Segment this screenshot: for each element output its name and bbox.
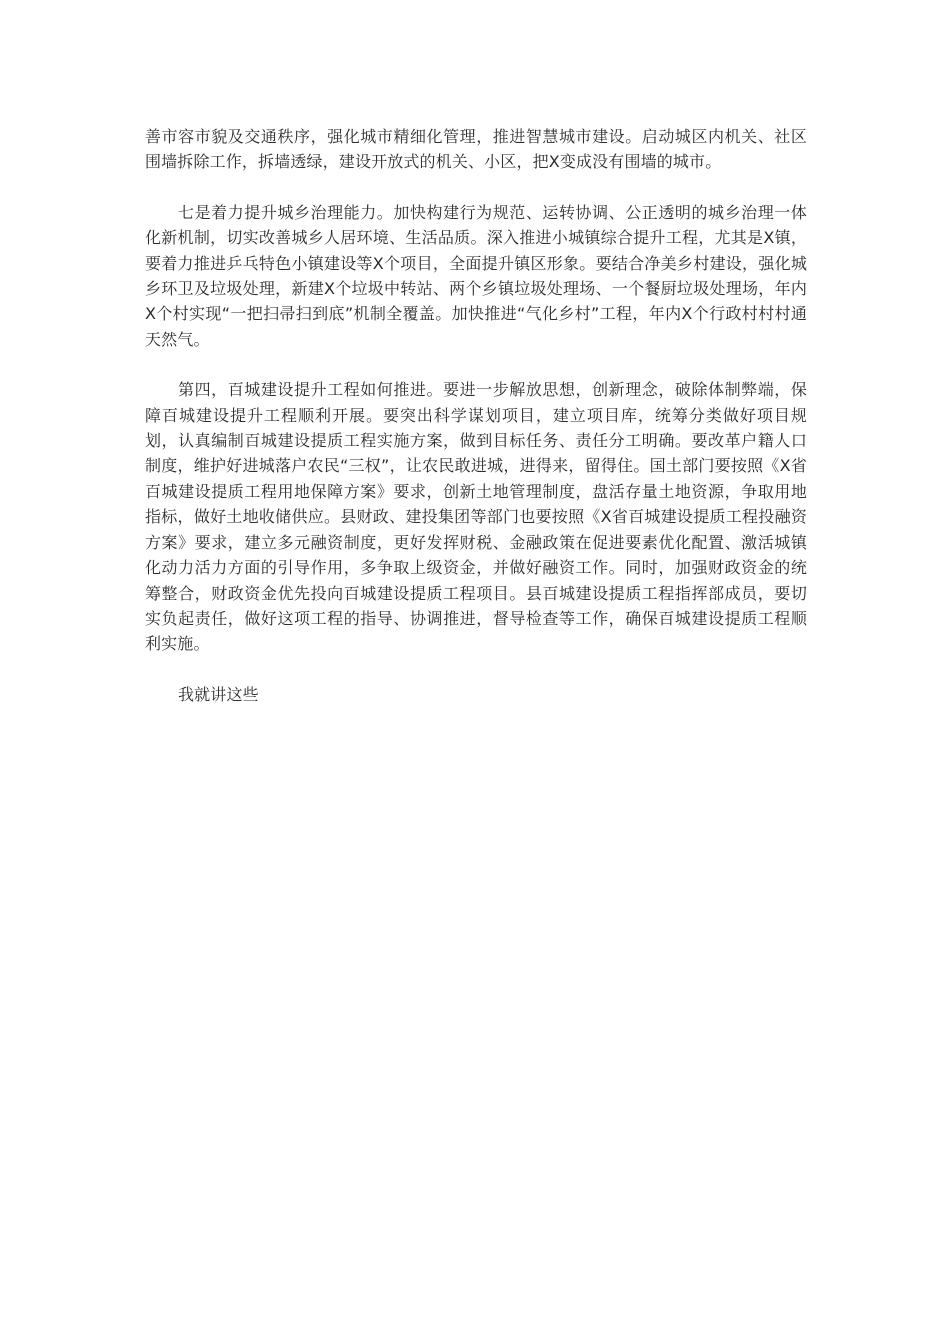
paragraph-urban-rural-governance: 七是着力提升城乡治理能力。加快构建行为规范、运转协调、公正透明的城乡治理一体化新机制，切实改善城乡人居环境、生活品质。深入推进小城镇综合提升工程，尤其是X镇，要着力推进乒乓特色小镇建设等X个项目，全面提升镇区形象。要结合净美乡村建设，强化城乡环卫及垃圾处理，新建X个垃圾中转站、两个乡镇垃圾处理场、一个餐厨垃圾处理场，年内X个村实现“一把扫帚扫到底”机制全覆盖。加快推进“气化乡村”工程，年内X个行政村村村通天然气。 [145, 202, 807, 349]
paragraph-fourth-point: 第四，百城建设提升工程如何推进。要进一步解放思想，创新理念，破除体制弊端，保障百城建设提升工程顺利开展。要突出科学谋划项目，建立项目库，统筹分类做好项目规划，认真编制百城建设提质工程实施方案，做到目标任务、责任分工明确。要改革户籍人口制度，维护好进城落户农民“三权”，让农民敢进城，进得来，留得住。国土部门要按照《X省百城建设提质工程用地保障方案》要求，创新土地管理制度，盘活存量土地资源，争取用地指标，做好土地收储供应。县财政、建投集团等部门也要按照《X省百城建设提质工程投融资方案》要求，建立多元融资制度，更好发挥财税、金融政策在促进要素优化配置、激活城镇化动力活力方面的引导作用，多争取上级资金，并做好融资工作。同时，加强财政资金的统筹整合，财政资金优先投向百城建设提质工程项目。县百城建设提质工程指挥部成员，要切实负起责任，做好这项工程的指导、协调推进，督导检查等工作，确保百城建设提质工程顺利实施。 [145, 380, 807, 654]
paragraph-closing: 我就讲这些 [178, 684, 259, 704]
document-body [145, 124, 807, 732]
paragraph-city-appearance: 善市容市貌及交通秩序，强化城市精细化管理，推进智慧城市建设。启动城区内机关、社区围墙拆除工作，拆墙透绿，建设开放式的机关、小区，把X变成没有围墙的城市。 [145, 127, 807, 172]
